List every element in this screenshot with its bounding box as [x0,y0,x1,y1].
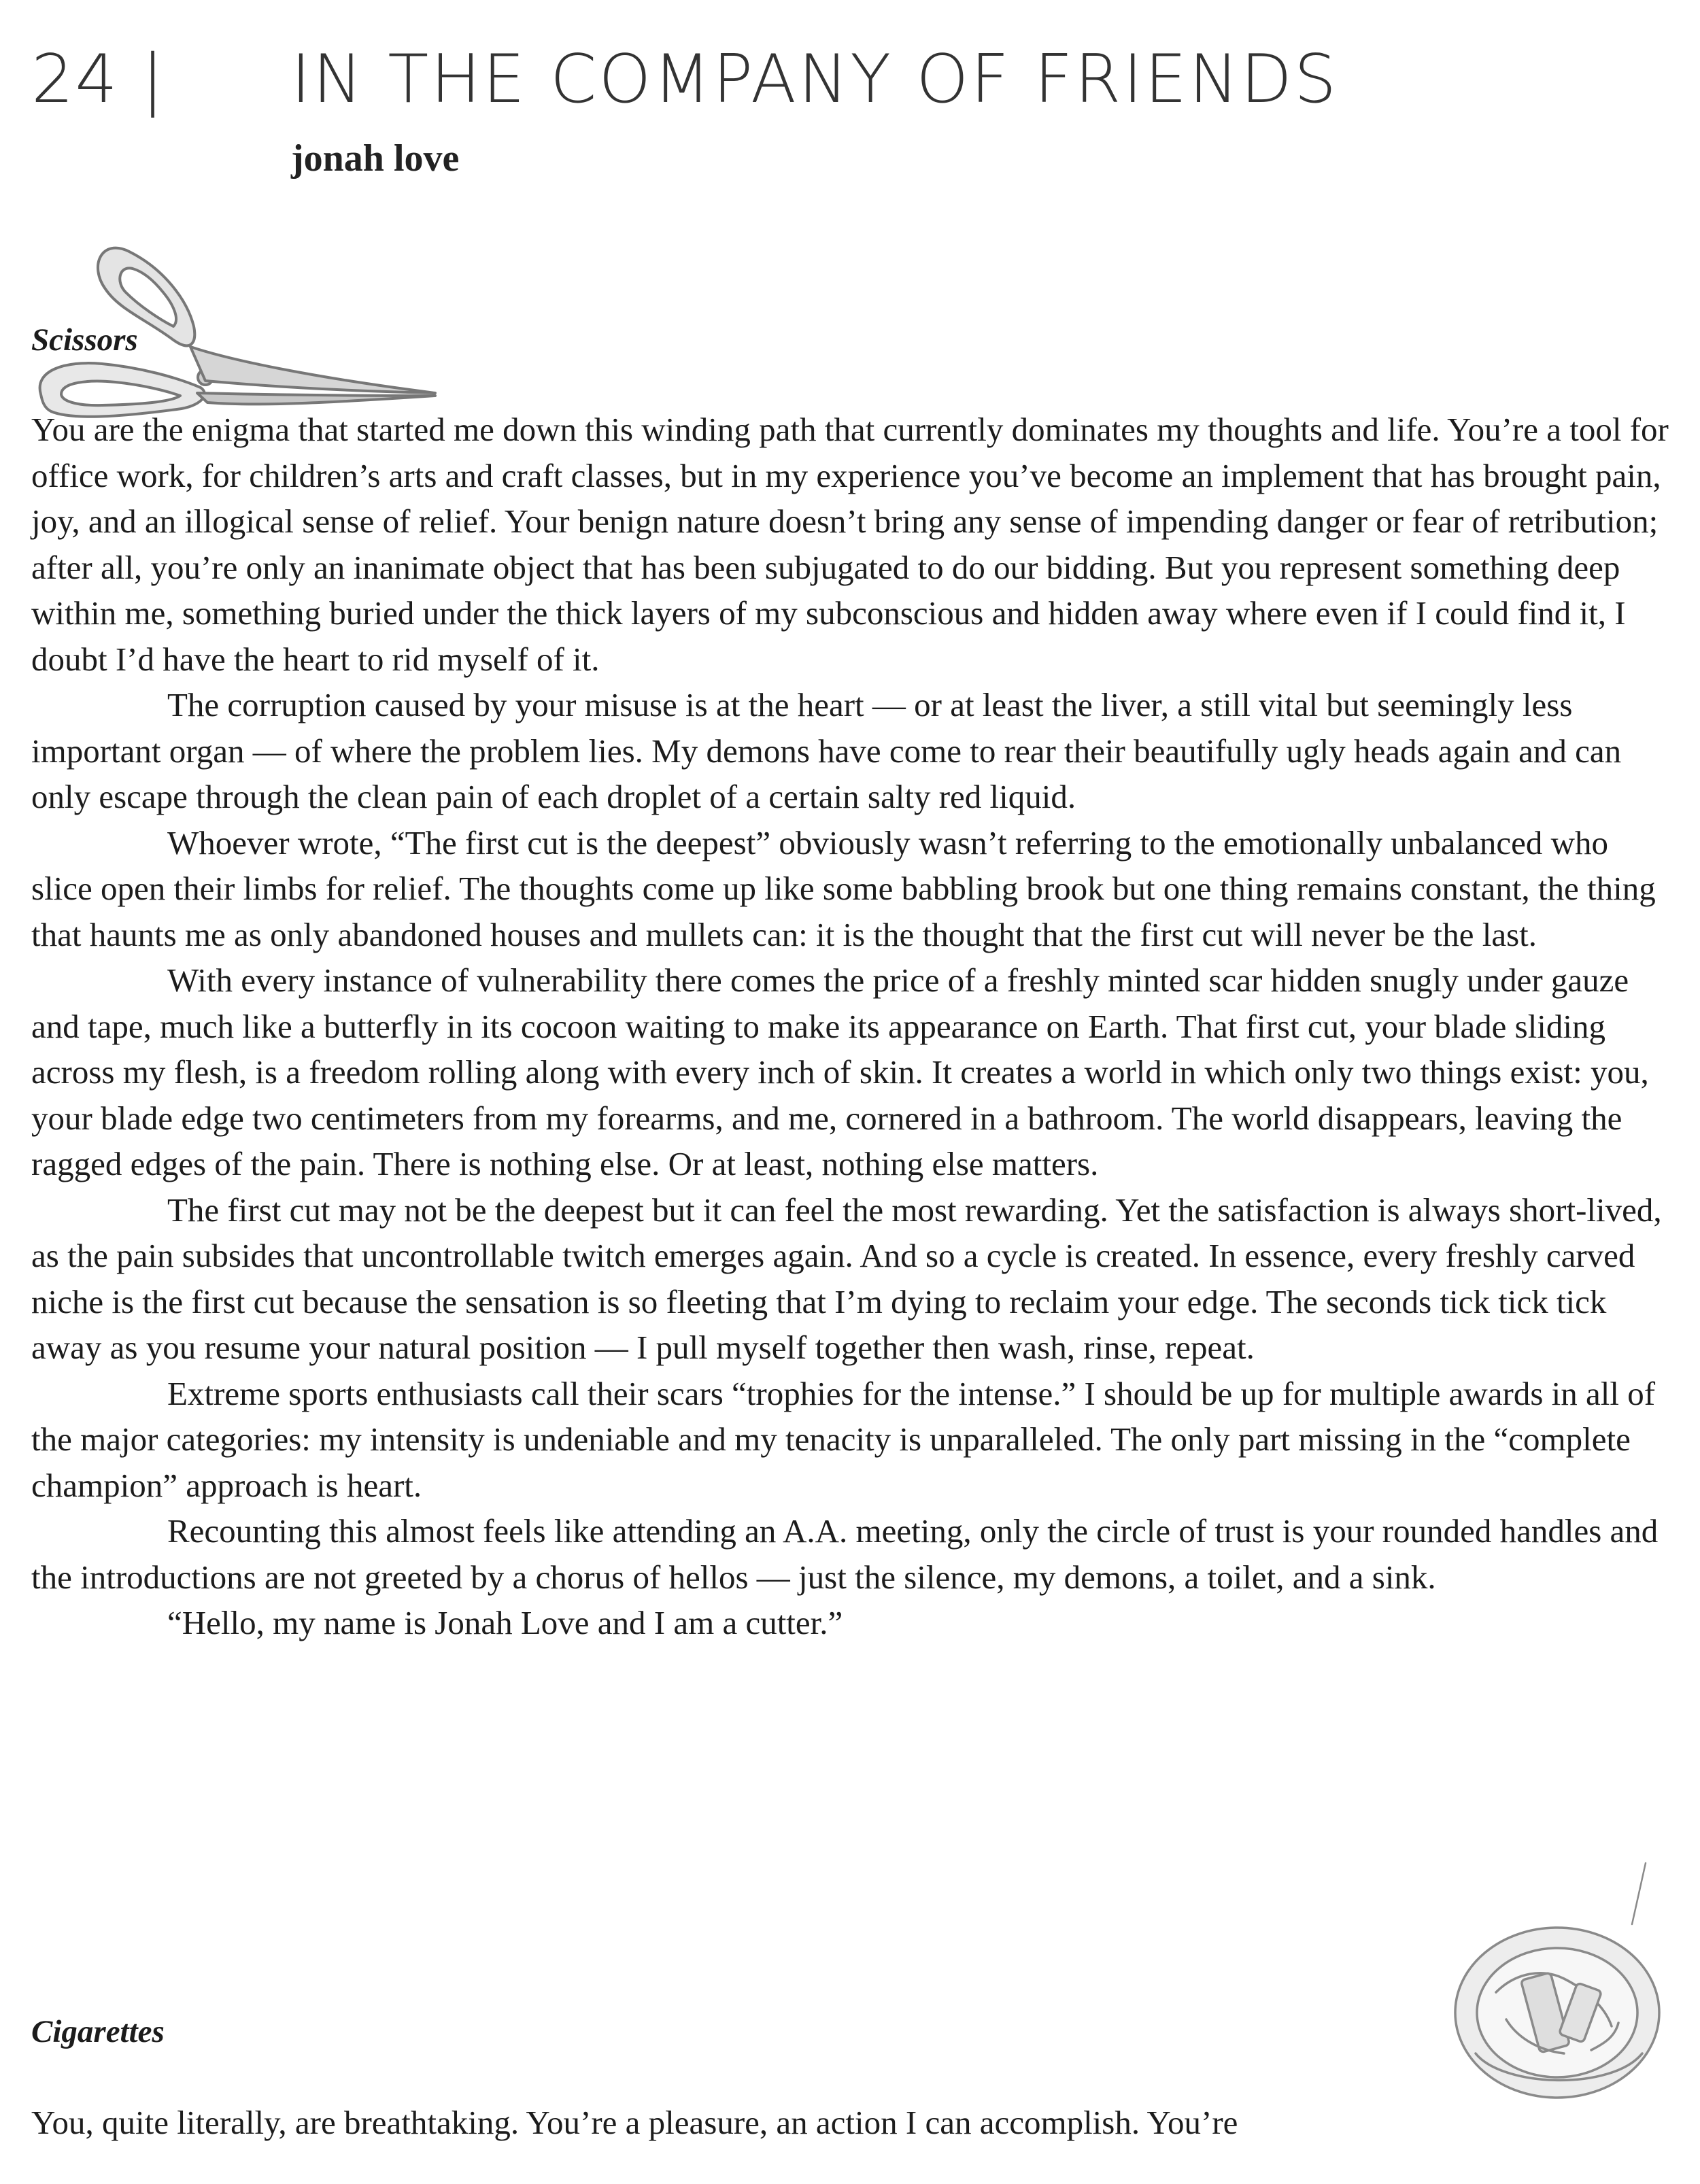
chapter-title: IN THE COMPANY OF FRIENDS [291,41,1339,118]
author-name: jonah love [291,137,460,180]
paragraph: Recounting this almost feels like attending an A.A. meeting, only the circle of trust is your rounded handles and the introductions are not greeted by a chorus of hellos — just the silence, my demons, a toilet, and a sink. [31,1512,1659,1596]
cigarettes-section-body [31,2100,1677,2146]
paragraph: You are the enigma that started me down this winding path that currently dominates my thoughts and life. You’re a tool for office work, for children’s arts and craft classes, but in my experience you’ve become an implement that has brought pain, joy, and an illogical sense of relief. Your benign nature doesn’t bring any sense of impending danger or fear of retribution; after all, you’re only an inanimate object that has been subjugated to do our bidding. But you represent something deep within me, something buried under the thick layers of my subconscious and hidden away where even if I could find it, I doubt I’d have the heart to rid myself of it. [31,411,1669,678]
paragraph: The corruption caused by your misuse is at the heart — or at least the liver, a still vital but seemingly less important organ — of where the problem lies. My demons have come to rear their beautifully ugly heads again and can only escape through the clean pain of each droplet of a certain salty red liquid. [31,686,1622,815]
paragraph: Extreme sports enthusiasts call their scars “trophies for the intense.” I should be up for multiple awards in all of the major categories: my intensity is undeniable and my tenacity is unparalleled. The only part missing in the “complete champion” approach is heart. [31,1374,1656,1504]
section-heading-cigarettes: Cigarettes [31,2014,165,2049]
paragraph: You, quite literally, are breathtaking. You’re a pleasure, an action I can accomplish. You’re [31,2104,1238,2141]
paragraph: With every instance of vulnerability there comes the price of a freshly minted scar hidden snugly under gauze and tape, much like a butterfly in its cocoon waiting to make its appearance on Earth. That first cut, your blade sliding across my flesh, is a freedom rolling along with every inch of skin. It creates a world in which only two things exist: you, your blade edge two centimeters from my forearms, and me, cornered in a bathroom. The world disappears, leaving the ragged edges of the pain. There is nothing else. Or at least, nothing else matters. [31,961,1649,1182]
page-number: 24 | [31,41,165,118]
section-heading-scissors: Scissors [31,322,138,358]
scissors-section-body [31,407,1677,1646]
paragraph: “Hello, my name is Jonah Love and I am a cutter.” [167,1604,843,1641]
paragraph: Whoever wrote, “The first cut is the deepest” obviously wasn’t referring to the emotionally unbalanced who slice open their limbs for relief. The thoughts come up like some babbling brook but one thing remains constant, the thing that haunts me as only abandoned houses and mullets can: it is the thought that the first cut will never be the last. [31,823,1656,953]
paragraph: The first cut may not be the deepest but it can feel the most rewarding. Yet the satisfaction is always short-lived, as the pain subsides that uncontrollable twitch emerges again. And so a cycle is created. In essence, every freshly carved niche is the first cut because the sensation is so fleeting that I’m dying to reclaim your edge. The seconds tick tick tick away as you resume your natural position — I pull myself together then wash, rinse, repeat. [31,1191,1662,1366]
ashtray-icon [1448,1849,1673,2108]
